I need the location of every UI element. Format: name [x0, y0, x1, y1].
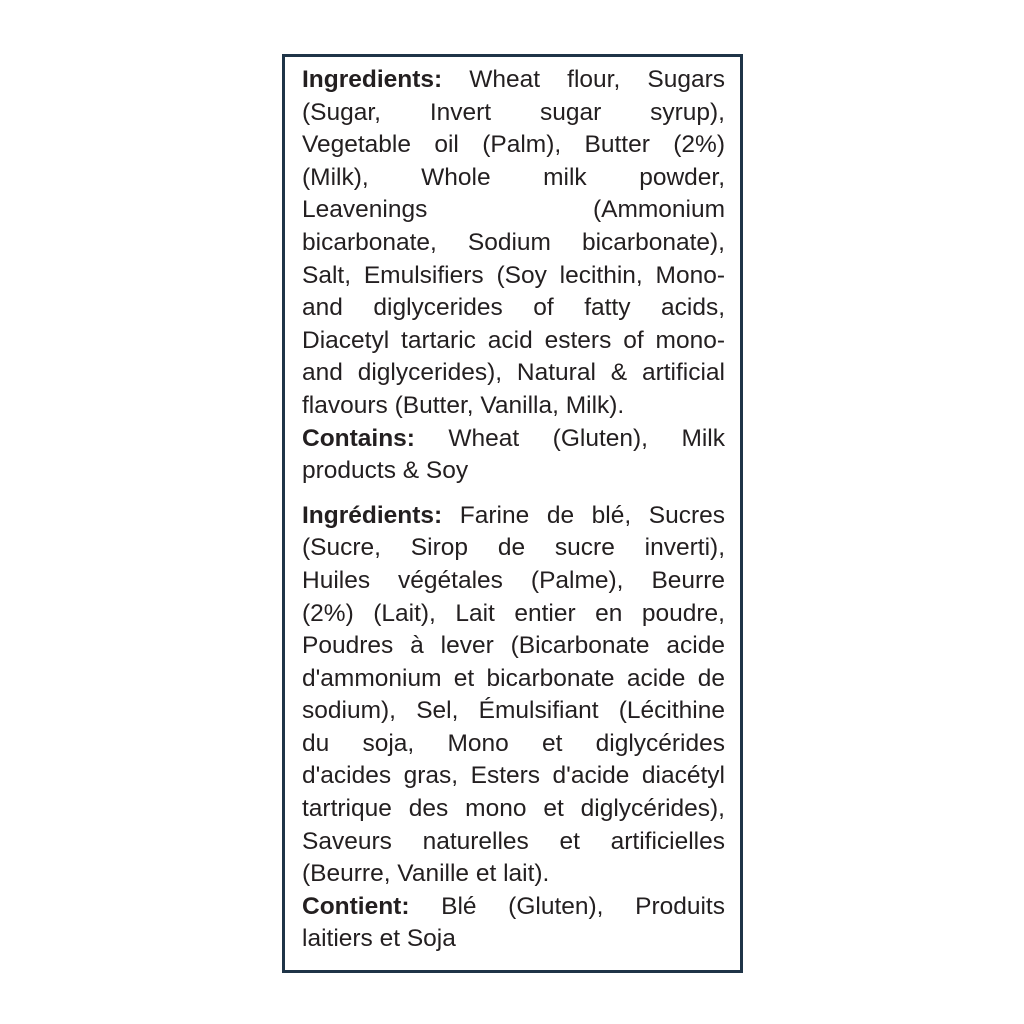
french-ingredients-section	[302, 500, 725, 891]
english-ingredients-line-9: Diacetyl tartaric acid esters of mono-	[302, 326, 725, 354]
french-ingredients-line-6: d'ammonium et bicarbonate acide de	[302, 664, 725, 692]
french-ingredients-line-8: du soja, Mono et diglycérides	[302, 729, 725, 757]
english-contains-line-2: products & Soy	[302, 457, 469, 485]
ingredients-label-panel	[282, 54, 743, 973]
english-ingredients-heading: Ingredients:	[302, 66, 443, 93]
french-ingredients-line-10: tartrique des mono et diglycérides),	[302, 795, 725, 823]
english-ingredients-line-7: Salt, Emulsifiers (Soy lecithin, Mono-	[302, 261, 725, 289]
english-ingredients-line-5: Leavenings (Ammonium	[302, 196, 725, 224]
french-contains-heading: Contient:	[302, 892, 410, 920]
french-ingredients-line-2: (Sucre, Sirop de sucre inverti),	[302, 534, 725, 562]
english-ingredients-line-11: flavours (Butter, Vanilla, Milk).	[302, 391, 625, 419]
french-ingredients-line-4: (2%) (Lait), Lait entier en poudre,	[302, 599, 725, 627]
french-ingredients-heading: Ingrédients:	[302, 501, 443, 529]
french-ingredients-line-5: Poudres à lever (Bicarbonate acide	[302, 632, 725, 660]
english-contains-heading: Contains:	[302, 424, 415, 452]
french-contains-line-2: laitiers et Soja	[302, 925, 456, 953]
french-ingredients-line-1: Ingrédients: Farine de blé, Sucres	[302, 501, 725, 529]
english-ingredients-line-6: bicarbonate, Sodium bicarbonate),	[302, 228, 725, 256]
english-contains-line-1: Contains: Wheat (Gluten), Milk	[302, 424, 725, 452]
english-ingredients-line-8: and diglycerides of fatty acids,	[302, 294, 725, 322]
english-ingredients-line-4: (Milk), Whole milk powder,	[302, 163, 725, 191]
french-ingredients-line-3: Huiles végétales (Palme), Beurre	[302, 566, 725, 594]
section-spacer	[302, 488, 725, 500]
english-ingredients-line-10: and diglycerides), Natural & artificial	[302, 359, 725, 387]
english-ingredients-line-2: (Sugar, Invert sugar syrup),	[302, 98, 725, 126]
english-contains-section	[302, 423, 725, 488]
english-ingredients-section	[302, 64, 725, 423]
french-contains-section	[302, 891, 725, 956]
label-text-area	[302, 64, 725, 956]
french-ingredients-line-12: (Beurre, Vanille et lait).	[302, 860, 550, 888]
french-ingredients-line-11: Saveurs naturelles et artificielles	[302, 827, 725, 855]
french-contains-line-1: Contient: Blé (Gluten), Produits	[302, 892, 725, 920]
french-ingredients-line-7: sodium), Sel, Émulsifiant (Lécithine	[302, 697, 725, 725]
english-ingredients-line-3: Vegetable oil (Palm), Butter (2%)	[302, 131, 725, 159]
french-ingredients-line-9: d'acides gras, Esters d'acide diacétyl	[302, 762, 725, 790]
english-ingredients-line-1: Ingredients: Wheat flour, Sugars	[302, 66, 725, 93]
